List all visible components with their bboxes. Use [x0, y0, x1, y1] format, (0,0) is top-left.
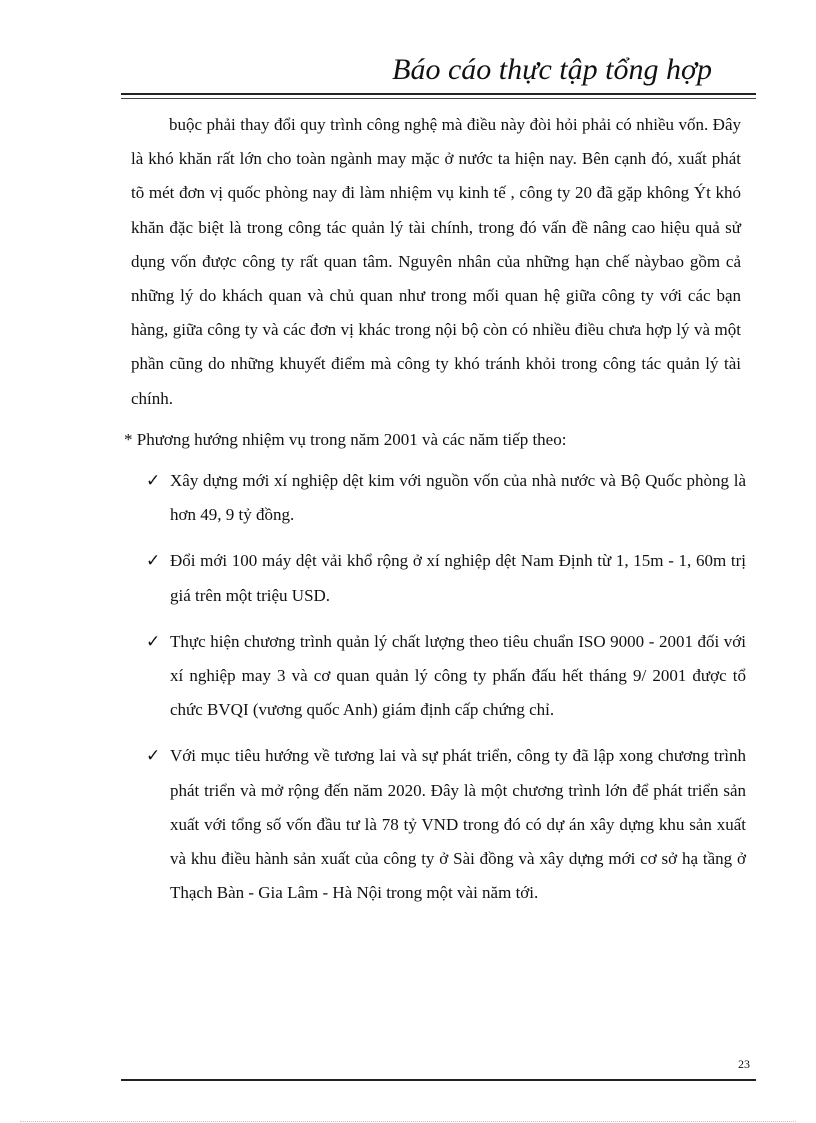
- header-rule-thick: [121, 93, 756, 95]
- check-icon: ✓: [146, 631, 161, 652]
- list-item-text: Đổi mới 100 máy dệt vải khổ rộng ở xí nghiệp dệt Nam Định từ 1, 15m - 1, 60m trị giá trên một triệu USD.: [170, 551, 746, 605]
- list-item: [146, 464, 746, 532]
- body-paragraph: buộc phải thay đổi quy trình công nghệ mà điều này đòi hỏi phải có nhiều vốn. Đây là khó khăn rất lớn cho toàn ngành may mặc ở nước ta hiện nay. Bên cạnh đó, xuất phát tõ mét đơn vị quốc phòng nay đi làm nhiệm vụ kinh tế , công ty 20 đã gặp không Ýt khó khăn đặc biệt là trong công tác quản lý tài chính, trong đó vấn đề nâng cao hiệu quả sử dụng vốn được công ty rất quan tâm. Nguyên nhân của những hạn chế nàybao gồm cả những lý do khách quan và chủ quan như trong mối quan hệ giữa công ty với các bạn hàng, giữa công ty và các đơn vị khác trong nội bộ còn có nhiều điều chưa hợp lý và một phần cũng do những khuyết điểm mà công ty khó tránh khỏi trong công tác quản lý tài chính.: [131, 115, 741, 408]
- page-header-title: Báo cáo thực tập tổng hợp: [392, 53, 712, 86]
- check-icon: ✓: [146, 746, 161, 767]
- check-icon: ✓: [146, 551, 161, 572]
- section-heading: * Phương hướng nhiệm vụ trong năm 2001 và các năm tiếp theo:: [124, 430, 567, 449]
- list-item-text: Xây dựng mới xí nghiệp dệt kim với nguồn vốn của nhà nước và Bộ Quốc phòng là hơn 49, 9 tỷ đồng.: [170, 471, 746, 525]
- footer-rule: [121, 1079, 756, 1081]
- list-item: [146, 544, 746, 612]
- list-item: [146, 625, 746, 728]
- page-edge-divider: [20, 1121, 796, 1122]
- header-rule-thin: [121, 98, 756, 99]
- check-icon: ✓: [146, 471, 161, 491]
- body-paragraph-block: [131, 108, 741, 416]
- list-item: [146, 739, 746, 910]
- list-item-text: Với mục tiêu hướng về tương lai và sự phát triển, công ty đã lập xong chương trình phát triển và mở rộng đến năm 2020. Đây là một chương trình lớn để phát triển sản xuất với tổng số vốn đầu tư là 78 tỷ VND trong đó có dự án xây dựng khu sản xuất và khu điều hành sản xuất của công ty ở Sài đồng và xây dựng mới cơ sở hạ tầng ở Thạch Bàn - Gia Lâm - Hà Nội trong một vài năm tới.: [170, 746, 746, 903]
- list-item-text: Thực hiện chương trình quản lý chất lượng theo tiêu chuẩn ISO 9000 - 2001 đối với xí nghiệp may 3 và cơ quan quản lý công ty phấn đấu hết tháng 9/ 2001 được tổ chức BVQI (vương quốc Anh) giám định cấp chứng chỉ.: [170, 631, 746, 720]
- task-list: [146, 464, 746, 922]
- page-number: 23: [738, 1057, 750, 1071]
